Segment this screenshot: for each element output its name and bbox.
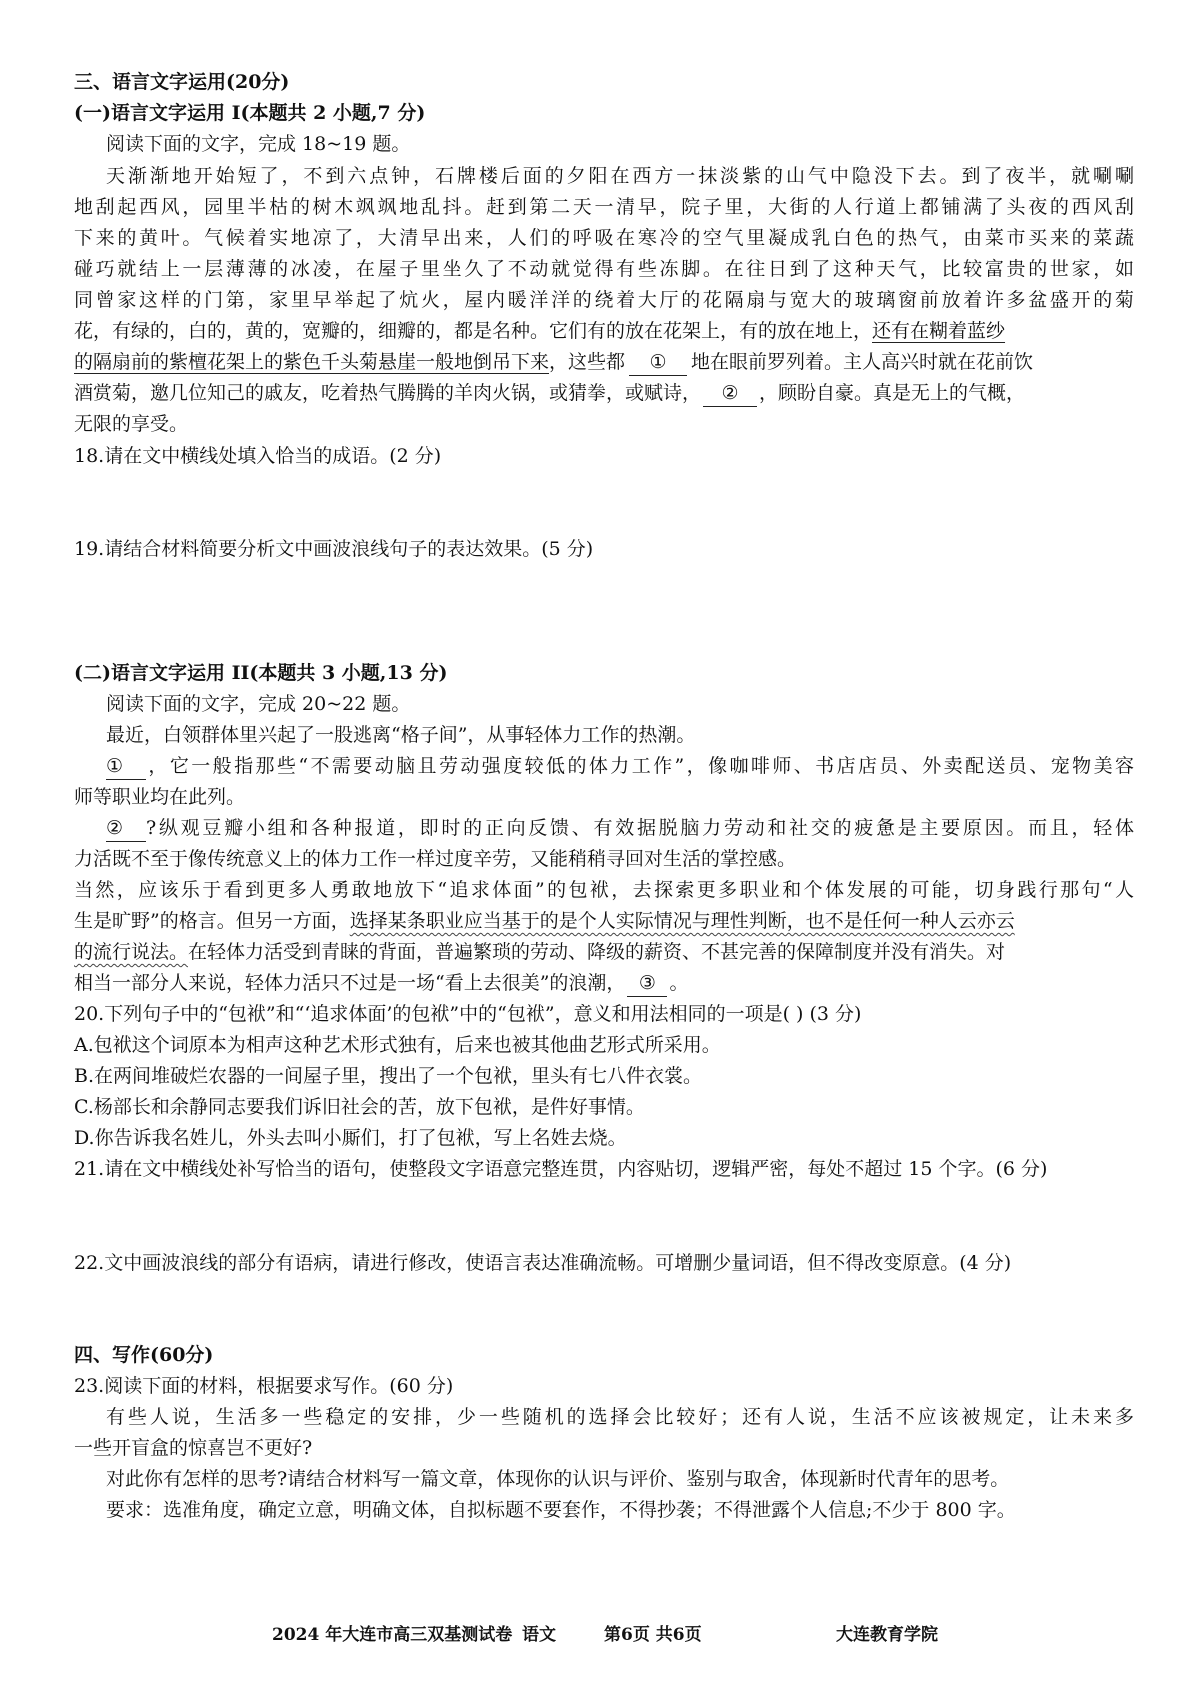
passage-2-line: [106, 750, 1134, 782]
text: ，它一般指那些“不需要动脑且劳动强度较低的体力工作”，像咖啡师、书店店员、外卖配送员、宠物美容: [146, 755, 1134, 777]
section-4-title: 四、写作(60分): [74, 1344, 214, 1366]
wavy-underlined-sentence: 选择某条职业应当基于的是个人实际情况与理性判断，也不是任何一种人云亦云: [349, 910, 1015, 932]
writing-prompt-line: 有些人说，生活多一些稳定的安排，少一些随机的选择会比较好；还有人说，生活不应该被规定，让未来多: [106, 1406, 1134, 1428]
underlined-sentence: 还有在糊着蓝纱: [872, 320, 1006, 342]
part-2-instruction: 阅读下面的文字，完成 20~22 题。: [106, 693, 411, 715]
question-20-option-b[interactable]: B.在两间堆破烂农器的一间屋子里，搜出了一个包袱，里头有七八件衣裳。: [74, 1065, 703, 1087]
text: 花，有绿的，白的，黄的，宽瓣的，细瓣的，都是名种。它们有的放在花架上，有的放在地上，: [74, 320, 873, 342]
passage-1-line: 下来的黄叶。气候着实地凉了，大清早出来，人们的呼吸在寒冷的空气里凝成乳白色的热气，由菜市买来的菜蔬: [74, 227, 1134, 249]
writing-prompt-line: 一些开盲盒的惊喜岂不更好?: [74, 1437, 313, 1459]
writing-prompt-line: 对此你有怎样的思考?请结合材料写一篇文章，体现你的认识与评价、鉴别与取舍，体现新时代青年的思考。: [106, 1468, 1010, 1490]
wavy-underlined-sentence: 的流行说法。: [74, 941, 189, 963]
text: ?纵观豆瓣小组和各种报道，即时的正向反馈、有效据脱脑力劳动和社交的疲惫是主要原因。而且，轻体: [146, 817, 1134, 839]
footer-organization: 大连教育学院: [836, 1625, 938, 1645]
passage-1-line: 碰巧就结上一层薄薄的冰凌，在屋子里坐久了不动就觉得有些冻脚。在往日到了这种天气，比较富贵的世家，如: [74, 258, 1134, 280]
text: ，这些都: [549, 351, 626, 373]
question-19: 19.请结合材料简要分析文中画波浪线句子的表达效果。(5 分): [74, 538, 594, 560]
passage-2-line: 力活既不至于像传统意义上的体力工作一样过度辛劳，又能稍稍寻回对生活的掌控感。: [74, 848, 797, 870]
footer-exam-name: 2024 年大连市高三双基测试卷: [272, 1625, 513, 1645]
passage-2-line: 师等职业均在此列。: [74, 786, 246, 808]
passage-2-line: 当然，应该乐于看到更多人勇敢地放下“追求体面”的包袱，去探索更多职业和个体发展的可能，切身践行那句“人: [74, 879, 1134, 901]
text: 地在眼前罗列着。主人高兴时就在花前饮: [691, 351, 1034, 373]
passage-2-line: 最近，白领群体里兴起了一股逃离“格子间”，从事轻体力工作的热潮。: [106, 724, 696, 746]
underlined-sentence: 的隔扇前的紫檀花架上的紫色千头菊悬崖一般地倒吊下来: [74, 351, 550, 373]
text: 相当一部分人来说，轻体力活只不过是一场“看上去很美”的浪潮，: [74, 972, 626, 994]
answer-blank-2[interactable]: ②: [703, 380, 757, 407]
passage-1-line: [74, 377, 1134, 409]
passage-1-line: 天渐渐地开始短了，不到六点钟，石牌楼后面的夕阳在西方一抹淡紫的山气中隐没下去。到了夜半，就唰唰: [106, 165, 1134, 187]
answer-blank-1[interactable]: ①: [629, 349, 687, 376]
question-23: 23.阅读下面的材料，根据要求写作。(60 分): [74, 1375, 454, 1397]
text: 酒赏菊，邀几位知己的戚友，吃着热气腾腾的羊肉火锅，或猜拳，或赋诗，: [74, 382, 702, 404]
passage-1-line: 地刮起西风，园里半枯的树木飒飒地乱抖。赶到第二天一清早，院子里，大街的人行道上都铺满了头夜的西风刮: [74, 196, 1134, 218]
text: 生是旷野”的格言。但另一方面，: [74, 910, 350, 932]
writing-requirements: 要求：选准角度，确定立意，明确文体，自拟标题不要套作，不得抄袭；不得泄露个人信息;不少于 800 字。: [106, 1499, 1016, 1521]
passage-2-line: [74, 905, 1134, 937]
passage-1-line: [74, 346, 1134, 378]
passage-2-line: [74, 936, 1134, 968]
passage-1-line: [74, 315, 1134, 347]
question-20: 20.下列句子中的“包袱”和“‘追求体面’的包袱”中的“包袱”，意义和用法相同的一项是( ) (3 分): [74, 1003, 862, 1025]
part-2-title: (二)语言文字运用 II(本题共 3 小题,13 分): [74, 662, 448, 684]
passage-2-line: [74, 967, 1134, 999]
text: ，顾盼自豪。真是无上的气概，: [759, 382, 1026, 404]
question-20-option-c[interactable]: C.杨部长和余静同志要我们诉旧社会的苦，放下包袱，是件好事情。: [74, 1096, 645, 1118]
section-3-title: 三、语言文字运用(20分): [74, 71, 290, 93]
text: 在轻体力活受到青睐的背面，普遍繁琐的劳动、降级的薪资、不甚完善的保障制度并没有消失。对: [188, 941, 1006, 963]
part-1-instruction: 阅读下面的文字，完成 18~19 题。: [106, 133, 411, 155]
page-footer: [0, 1620, 1200, 1650]
answer-blank-2[interactable]: ②: [106, 815, 146, 842]
part-1-title: (一)语言文字运用 I(本题共 2 小题,7 分): [74, 102, 426, 124]
passage-1-line: 同曾家这样的门第，家里早举起了炕火，屋内暖洋洋的绕着大厅的花隔扇与宽大的玻璃窗前放着许多盆盛开的菊: [74, 289, 1134, 311]
question-20-option-a[interactable]: A.包袱这个词原本为相声这种艺术形式独有，后来也被其他曲艺形式所采用。: [74, 1034, 721, 1056]
footer-subject: 语文: [522, 1625, 556, 1645]
question-21: 21.请在文中横线处补写恰当的语句，使整段文字语意完整连贯，内容贴切，逻辑严密，每处不超过 15 个字。(6 分): [74, 1158, 1048, 1180]
question-20-option-d[interactable]: D.你告诉我名姓儿，外头去叫小厮们，打了包袱，写上名姓去烧。: [74, 1127, 627, 1149]
question-18: 18.请在文中横线处填入恰当的成语。(2 分): [74, 445, 442, 467]
footer-page-number: 第6页 共6页: [604, 1625, 702, 1645]
passage-2-line: [106, 812, 1134, 844]
answer-blank-1[interactable]: ①: [106, 753, 146, 780]
text: 。: [669, 972, 689, 994]
answer-blank-3[interactable]: ③: [627, 970, 667, 997]
question-22: 22.文中画波浪线的部分有语病，请进行修改，使语言表达准确流畅。可增删少量词语，但不得改变原意。(4 分): [74, 1252, 1012, 1274]
passage-1-line: 无限的享受。: [74, 413, 189, 435]
